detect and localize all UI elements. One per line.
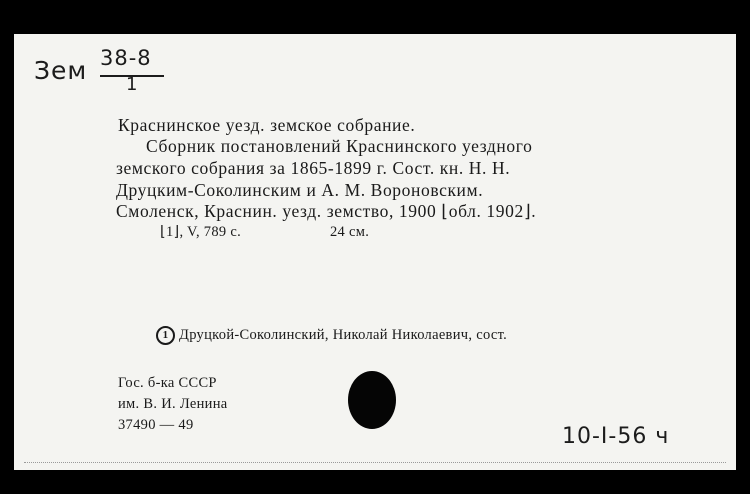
description-line-4: Смоленск, Краснин. уезд. земство, 1900 ⌊обл. 1902⌋.: [116, 201, 537, 221]
stamp-line-3: 37490 — 49: [118, 417, 194, 433]
shelfmark-numerator: 38-8: [100, 46, 152, 70]
catalog-card: [14, 34, 736, 470]
collation: ⌊1⌋, V, 789 с.: [160, 224, 242, 240]
added-entry-text: Друцкой-Соколинский, Николай Николаевич, сост.: [179, 327, 508, 343]
description-line-2: земского собрания за 1865-1899 г. Сост. кн. Н. Н.: [116, 158, 511, 178]
added-entry: [156, 326, 507, 345]
size: 24 см.: [330, 224, 370, 240]
accession-number: 10-I-56 ч: [562, 424, 670, 449]
description-line-1: Сборник постановлений Краснинского уездного: [146, 136, 533, 156]
added-entry-number: 1: [156, 326, 175, 345]
shelfmark-denominator: 1: [126, 74, 139, 95]
card-bottom-edge: [24, 462, 726, 464]
shelfmark-prefix: Зем: [34, 56, 88, 85]
record-heading: Краснинское уезд. земское собрание.: [118, 115, 416, 135]
description-line-3: Друцким-Соколинским и А. М. Вороновским.: [116, 180, 484, 200]
stamp-line-2: им. В. И. Ленина: [118, 396, 228, 412]
stamp-line-1: Гос. б-ка СССР: [118, 375, 217, 391]
punch-hole: [348, 371, 396, 429]
